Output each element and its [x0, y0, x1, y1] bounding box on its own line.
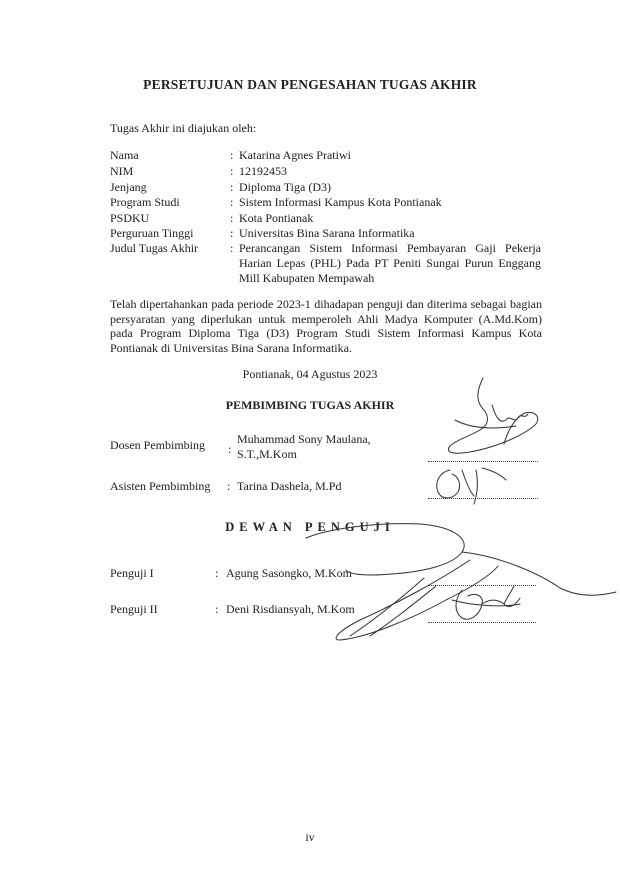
value-program-studi: Sistem Informasi Kampus Kota Pontianak — [239, 195, 442, 209]
colon: : — [215, 602, 219, 616]
colon: : — [215, 566, 219, 580]
value-nim: 12192453 — [239, 164, 287, 178]
intro-text: Tugas Akhir ini diajukan oleh: — [110, 121, 257, 135]
examiner-heading: DEWAN PENGUJI — [225, 520, 395, 534]
value-penguji-2: Deni Risdiansyah, M.Kom — [226, 602, 355, 616]
signature-asisten — [437, 470, 460, 498]
colon: : — [230, 241, 234, 255]
value-perguruan-tinggi: Universitas Bina Sarana Informatika — [239, 226, 415, 240]
label-dosen-pembimbing: Dosen Pembimbing — [110, 438, 205, 452]
signature-penguji-1-strokes-2 — [350, 578, 436, 636]
value-dosen-pembimbing — [237, 432, 371, 462]
signature-line — [428, 585, 536, 586]
label-penguji-2: Penguji II — [110, 602, 158, 616]
colon: : — [230, 180, 234, 194]
value-penguji-1: Agung Sasongko, M.Kom — [226, 566, 353, 580]
colon: : — [227, 479, 231, 493]
label-asisten-pembimbing: Asisten Pembimbing — [110, 479, 211, 493]
label-nim: NIM — [110, 164, 134, 178]
signature-line — [428, 498, 538, 499]
advisor-heading: PEMBIMBING TUGAS AKHIR — [225, 398, 395, 412]
label-program-studi: Program Studi — [110, 195, 180, 209]
label-jenjang: Jenjang — [110, 180, 147, 194]
colon: : — [230, 226, 234, 240]
signature-dosen — [448, 378, 537, 453]
colon: : — [230, 211, 234, 225]
value-line: S.T.,M.Kom — [237, 447, 297, 461]
signature-penguji-2 — [456, 586, 520, 619]
colon: : — [228, 442, 232, 456]
colon: : — [230, 148, 234, 162]
signature-line — [428, 622, 536, 623]
label-psdku: PSDKU — [110, 211, 150, 225]
colon: : — [230, 195, 234, 209]
signature-penguji-2-tail — [452, 600, 520, 606]
signature-dosen-tail — [455, 420, 516, 428]
value-asisten-pembimbing: Tarina Dashela, M.Pd — [237, 479, 342, 493]
label-nama: Nama — [110, 148, 139, 162]
label-penguji-1: Penguji I — [110, 566, 154, 580]
value-line: Muhammad Sony Maulana, — [237, 432, 371, 446]
label-judul: Judul Tugas Akhir — [110, 241, 199, 255]
place-date: Pontianak, 04 Agustus 2023 — [242, 367, 378, 381]
value-judul: Perancangan Sistem Informasi Pembayaran Gaji Pekerja Harian Lepas (PHL) Pada PT Peniti Sungai Purun Enggang Mill Kabupaten Mempawah — [239, 241, 541, 285]
page-number: iv — [305, 830, 315, 844]
signature-penguji-1-strokes — [336, 560, 498, 640]
label-perguruan-tinggi: Perguruan Tinggi — [110, 226, 194, 240]
value-psdku: Kota Pontianak — [239, 211, 314, 225]
signature-line — [428, 461, 538, 462]
colon: : — [230, 164, 234, 178]
document-title: PERSETUJUAN DAN PENGESAHAN TUGAS AKHIR — [143, 77, 477, 92]
approval-paragraph: Telah dipertahankan pada periode 2023-1 dihadapan penguji dan diterima sebagai bagian persyaratan yang diperlukan untuk memperoleh Ahli Madya Komputer (A.Md.Kom) pada Program Diploma Tiga (D3) Program Studi Sistem Informasi Kampus Kota Pontianak di Universitas Bina Sarana Informatika. — [110, 297, 542, 355]
value-jenjang: Diploma Tiga (D3) — [239, 180, 332, 194]
value-nama: Katarina Agnes Pratiwi — [239, 148, 351, 162]
